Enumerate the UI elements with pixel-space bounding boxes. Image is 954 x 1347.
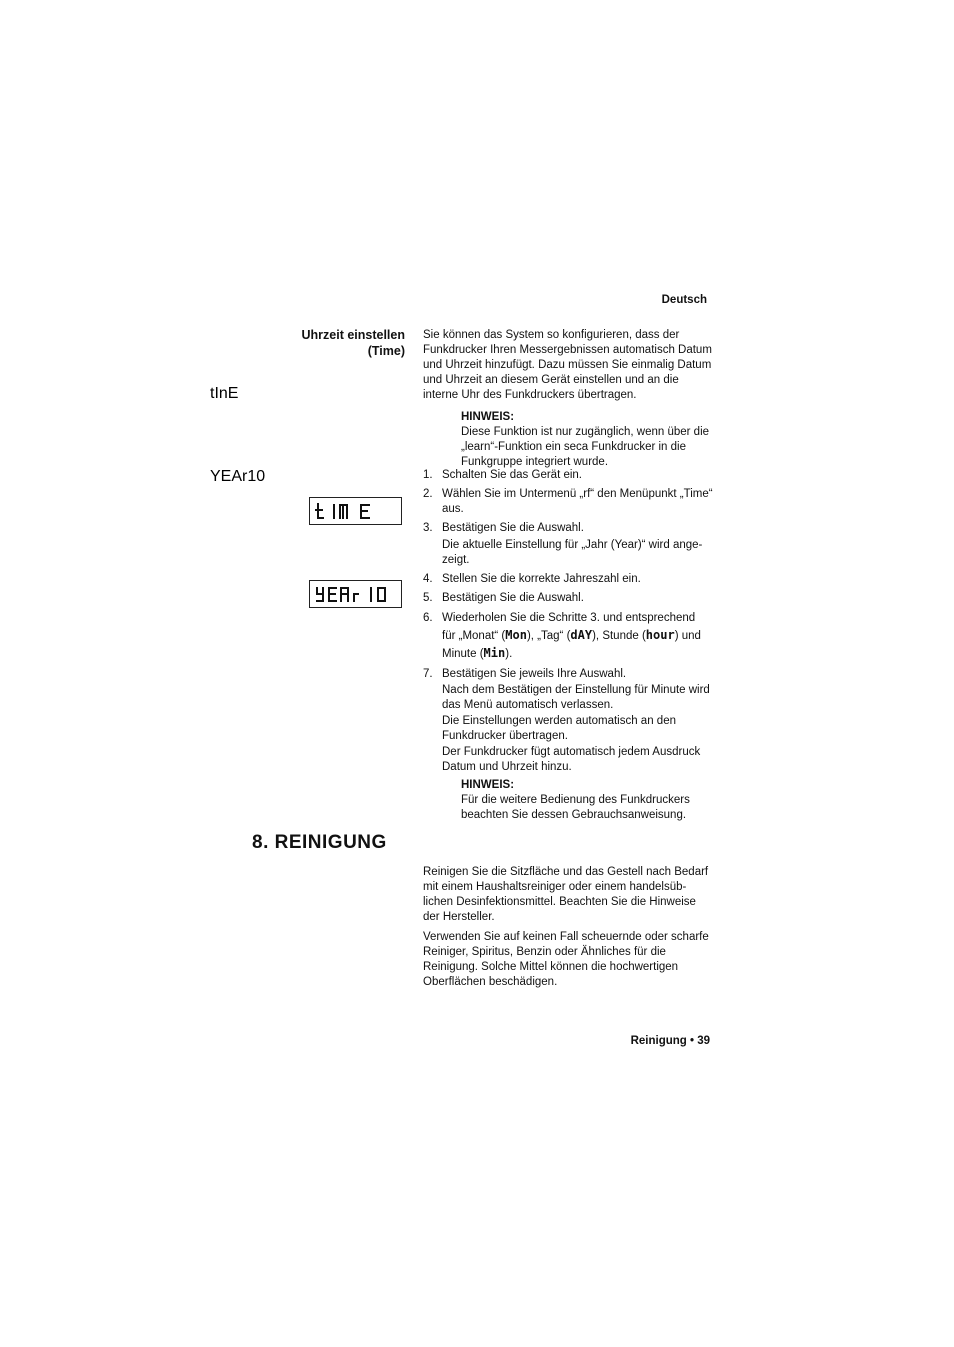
list-item-detail: Der Funkdrucker fügt automatisch jedem Ausdruck Datum und Uhrzeit hinzu. [442,746,701,773]
note-hinweis-2 [461,778,716,823]
list-item-detail: Nach dem Bestätigen der Einstellung für Minute wird das Menü automatisch verlassen. [442,684,710,711]
section-title-cleaning: 8. REINIGUNG [252,832,387,853]
note-hinweis-1 [461,410,716,470]
list-item: 4. Stellen Sie die korrekte Jahreszahl ein. [423,573,641,585]
note-label: HINWEIS: [461,411,515,423]
lcd-glyph-minute: Min [483,646,506,660]
lcd-text-time: tInE [210,385,239,402]
lcd-glyph-hour: hour [645,628,675,642]
note-text: Für die weitere Bedienung des Funkdruckers beachten Sie dessen Gebrauchsanweisung. [461,794,690,821]
lcd-glyph-month: Mon [505,628,527,642]
lcd-text-year: YEAr10 [210,468,266,485]
cleaning-paragraph-1: Reinigen Sie die Sitzfläche und das Gestell nach Bedarf mit einem Haushaltsreiniger oder einem handelsüb-lichen Desinfektionsmittel. Beachten Sie die Hinweise der Hersteller. [423,866,709,923]
heading-line-1: Uhrzeit einstellen [301,328,405,342]
list-item: 2. Wählen Sie im Untermenü „rf“ den Menüpunkt „Time“ aus. [423,488,713,515]
cleaning-paragraph-2: Verwenden Sie auf keinen Fall scheuernde oder scharfe Reiniger, Spiritus, Benzin oder Ähnliches für die Reinigung. Solche Mittel können die hochwertigen Oberflächen beschädigen. [423,931,709,988]
list-item: 5. Bestätigen Sie die Auswahl. [423,592,584,604]
list-item: 7. Bestätigen Sie jeweils Ihre Auswahl. [423,668,627,680]
lcd-segments-year [210,468,401,607]
section-heading-time [255,327,405,359]
list-item: 1. Schalten Sie das Gerät ein. [423,469,582,481]
intro-paragraph: Sie können das System so konfigurieren, dass der Funkdrucker Ihren Messergebnissen automatisch Datum und Uhrzeit hinzufügt. Dazu müssen Sie einmalig Datum und Uhrzeit an diesem Gerät einstellen und an die interne Uhr des Funkdruckers übertragen. [423,329,712,401]
steps-list [423,468,718,776]
list-item: 3. Bestätigen Sie die Auswahl. [423,522,584,534]
lcd-display-year [210,468,402,608]
lcd-glyph-day: dAY [570,628,593,642]
list-item: 6. Wiederholen Sie die Schritte 3. und entsprechend für „Monat“ (Mon), „Tag“ (dAY), Stunde (hour) und Minute (Min). [423,612,701,660]
note-text: Diese Funktion ist nur zugänglich, wenn über die „learn“-Funktion ein seca Funkdrucker in die Funkgruppe integriert wurde. [461,426,710,468]
page-footer: Reinigung • 39 [630,1035,710,1047]
language-label: Deutsch [661,294,707,306]
heading-line-2: (Time) [367,344,405,358]
list-item-detail: Die Einstellungen werden automatisch an den Funkdrucker übertragen. [442,715,676,742]
list-item-detail: Die aktuelle Einstellung für „Jahr (Year)“ wird ange-zeigt. [442,539,703,566]
note-label: HINWEIS: [461,779,515,791]
